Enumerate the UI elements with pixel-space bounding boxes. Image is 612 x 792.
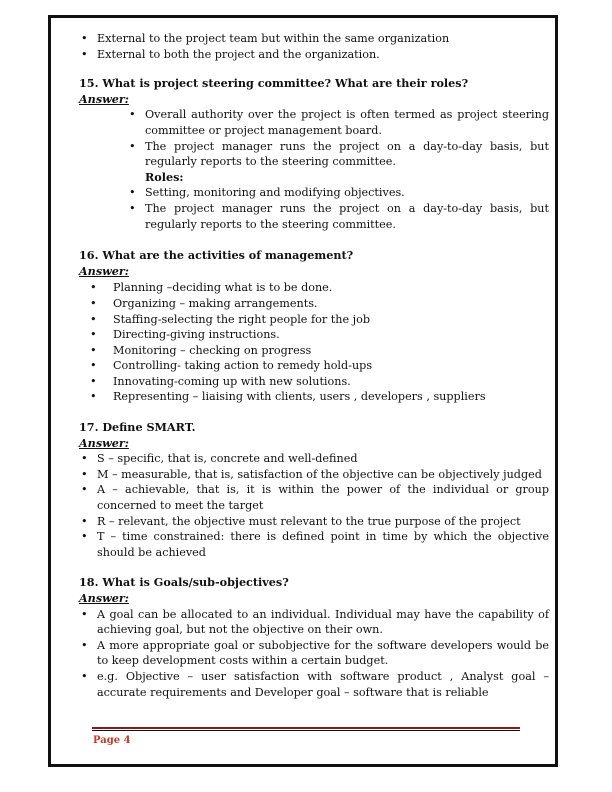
list-item: • The project manager runs the project on a day-to-day basis, but regularly reports to the steering committee.: [79, 201, 549, 232]
question-18-heading: 18. What is Goals/sub-objectives?: [79, 575, 289, 590]
page-content: [79, 31, 549, 700]
list-item: • Controlling- taking action to remedy hold-ups: [79, 358, 549, 374]
top-bullet-list: [79, 31, 549, 62]
list-item: • Planning –deciding what is to be done.: [79, 280, 549, 296]
list-item: • Overall authority over the project is often termed as project steering committee or project management board.: [79, 107, 549, 138]
q17-bullet-list: [79, 451, 549, 560]
list-item: • A goal can be allocated to an individual. Individual may have the capability of achieving goal, but not the objective on their own.: [79, 607, 549, 638]
list-item: • Organizing – making arrangements.: [79, 296, 549, 312]
list-item: • Directing-giving instructions.: [79, 327, 549, 343]
roles-label: Roles:: [145, 169, 184, 184]
answer-label: Answer:: [79, 591, 129, 605]
list-item: • External to both the project and the organization.: [79, 47, 549, 63]
question-15-heading: 15. What is project steering committee? What are their roles?: [79, 76, 469, 91]
question-17-heading: 17. Define SMART.: [79, 420, 196, 435]
list-item: • S – specific, that is, concrete and well-defined: [79, 451, 549, 467]
list-item: • R – relevant, the objective must relevant to the true purpose of the project: [79, 514, 549, 530]
list-item: • Staffing-selecting the right people for the job: [79, 312, 549, 328]
list-item: • Monitoring – checking on progress: [79, 343, 549, 359]
answer-label: Answer:: [79, 435, 129, 450]
question-16-heading: 16. What are the activities of management?: [79, 248, 354, 263]
footer-rule-black: [92, 730, 520, 731]
list-item: • M – measurable, that is, satisfaction of the objective can be objectively judged: [79, 467, 549, 483]
q18-bullet-list: [79, 607, 549, 701]
q15-bullet-list: [79, 107, 549, 169]
list-item: • External to the project team but within the same organization: [79, 31, 549, 47]
footer-rule-red: [92, 727, 520, 729]
list-item: • Setting, monitoring and modifying objectives.: [79, 185, 549, 201]
list-item: • Representing – liaising with clients, users , developers , suppliers: [79, 389, 549, 405]
q15-roles-list: [79, 185, 549, 232]
list-item: • The project manager runs the project on a day-to-day basis, but regularly reports to the steering committee.: [79, 139, 549, 170]
answer-label: Answer:: [79, 91, 129, 106]
list-item: • A – achievable, that is, it is within the power of the individual or group concerned to meet the target: [79, 482, 549, 513]
answer-label: Answer:: [79, 263, 129, 278]
list-item: • Innovating-coming up with new solutions.: [79, 374, 549, 390]
q16-bullet-list: [79, 280, 549, 405]
page-number: Page 4: [93, 735, 131, 746]
list-item: • T – time constrained: there is defined point in time by which the objective should be achieved: [79, 529, 549, 560]
list-item: • A more appropriate goal or subobjective for the software developers would be to keep development costs within a certain budget.: [79, 638, 549, 669]
footer-rule: [92, 727, 520, 731]
list-item: • e.g. Objective – user satisfaction with software product , Analyst goal – accurate requirements and Developer goal – software that is reliable: [79, 669, 549, 700]
